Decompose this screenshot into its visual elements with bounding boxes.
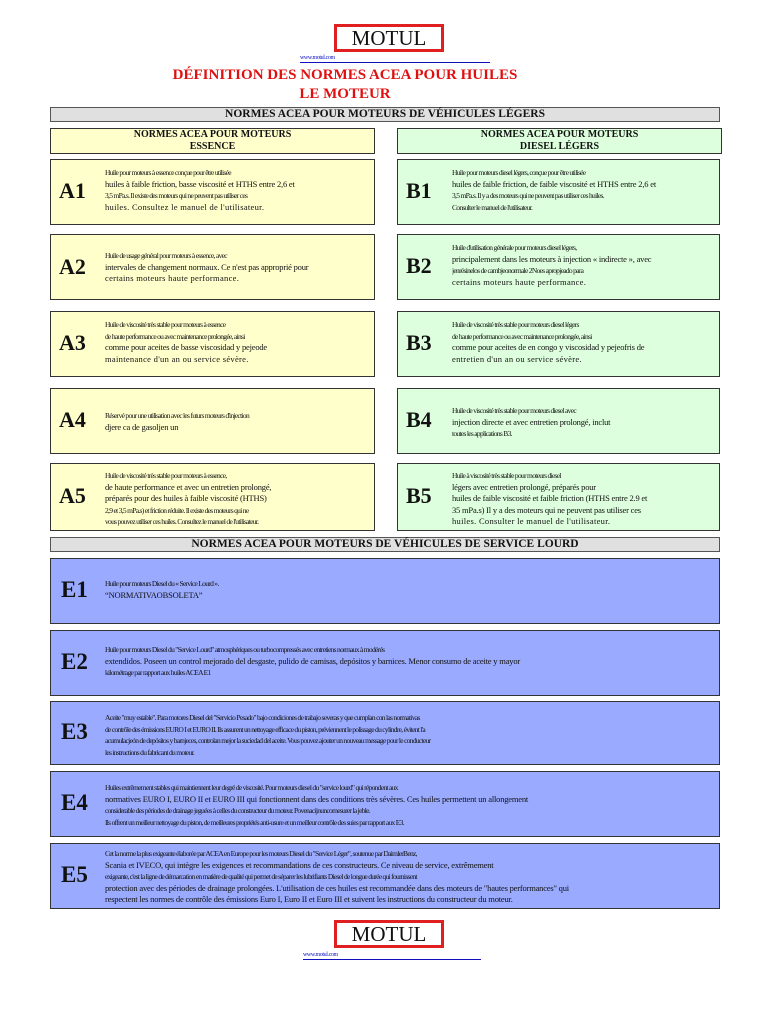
norm-description: Huile pour moteurs Diesel du "Service Lourd" atmosphériques ou turbocompressés avec entretiens normaux à modérés extendidos. Poseen un control mejorado del desgaste, pulido de camisas, depósitos y barnices. Menor consumo de aceite y mayor kilométrage par rapport aux huiles ACEA E1 <box>105 645 520 677</box>
norm-code: E3 <box>61 719 88 744</box>
norm-description: Huile à viscosité très stable pour moteurs diesel légers avec entretien prolongé, préparés pour huiles de faible viscosité et faible friction (HTHS entre 2.9 et 35 mPa.s) Il y a des moteurs qui ne peuvent pas utiliser ces huiles. Consulter le manuel de l'utilisateur. <box>452 471 648 526</box>
norm-card-b5 <box>397 463 720 531</box>
norm-code: B1 <box>406 178 432 203</box>
norm-code: A4 <box>59 407 86 432</box>
norm-description: Cet la norme la plus exigeante élaborée par ACEA en Europe pour les moteurs Diesel du "Service Léger", soutenue par DaimlerBenz, Scania et IVECO, qui intègre les exigences et recommandations de ces constructeurs. Ce niveau de service, extrêmement exigeante, c'est la ligne de démarcation en matière de qualité qui permet de séparer les lubrifiants Diesel de longue durée qui fournissent protection avec des périodes de drainage prolongées. L'utilisation de ces huiles est recommandée dans des moteurs de "hautes performances" qui respectent les normes de contrôle des émissions Euro I, Euro II et Euro III et suivent les instructions du constructeur du moteur. <box>105 849 569 904</box>
norm-card-b3 <box>397 311 720 377</box>
norm-code: E1 <box>61 577 88 602</box>
light-vehicles-band: NORMES ACEA POUR MOTEURS DE VÉHICULES LÉGERS <box>50 107 720 122</box>
website-link[interactable]: www.motul.com <box>300 55 490 63</box>
norm-description: Huiles extrêmement stables qui maintiennent leur degré de viscosité. Pour moteurs diesel du "service lourd" qui répondent aux normatives EURO I, EURO II et EURO III qui fonctionnent dans des conditions très sévères. Ces huiles permettent un allongement considerable des périodes de drainage jeguées à celles du constructeur du moteur. Povenacijnuncomesurer la jeble. Ils offrent un meilleur nettoyage du piston, de meilleures propriétés anti-usure et un meilleur contrôle des suies par rapport aux E3. <box>105 783 529 827</box>
heavy-duty-band: NORMES ACEA POUR MOTEURS DE VÉHICULES DE SERVICE LOURD <box>50 537 720 552</box>
norm-code: A2 <box>59 254 86 279</box>
norm-code: E4 <box>61 790 88 815</box>
norm-card-b1 <box>397 159 720 225</box>
norm-code: B4 <box>406 407 432 432</box>
norm-card-a4 <box>50 388 375 454</box>
norm-card-b4 <box>397 388 720 454</box>
norm-card-a1 <box>50 159 375 225</box>
norm-card-a5 <box>50 463 375 531</box>
norm-card-e4 <box>50 771 720 837</box>
norm-code: B2 <box>406 253 432 278</box>
norm-card-e1 <box>50 558 720 624</box>
norm-card-a3 <box>50 311 375 377</box>
norm-description: Aceite "muy estable". Para motores Diesel del "Servicio Pesado" bajo condiciones de trabajo severas y que cumplan con las normativas de contrôle des émissions EURO I et EURO II. Ils assurent un nettoyage efficace du piston, préviennent le polissage du cylindre, évitent l'a acumulacjeón de depósitos y barnjeces, controlan mejor la suciedad del aceite. Vous pouvez ajouter un nouveau message pour le conducteur les instructions du fabricant du moteur. <box>105 713 431 757</box>
norm-code: A1 <box>59 178 86 203</box>
norm-card-a2 <box>50 234 375 300</box>
norm-code: A3 <box>59 330 86 355</box>
norm-description: Huile pour moteurs diesel légers, conçue pour être utilisée huiles de faible friction, de faible viscosité et HTHS entre 2,6 et 3,5 mPa.s. Il y a des moteurs qui ne peuvent pas utiliser ces huiles. Consulter le manuel de l'utilisateur. <box>452 168 656 212</box>
norm-code: E2 <box>61 649 88 674</box>
norm-code: B5 <box>406 483 432 508</box>
page-title <box>80 66 610 104</box>
norm-description: Huile de viscosité très stable pour moteurs diesel légers de haute performance ou avec maintenance prolongée, ainsi comme pour aceites de en congo y viscosidad y pejeofris de entretien d'un an ou service sévère. <box>452 320 645 364</box>
norm-description: Huile de viscosité très stable pour moteurs à essence de haute performance ou avec maintenance prolongée, ainsi comme pour aceites de basse viscosidad y pejeode maintenance d'un an ou service sévère. <box>105 320 267 364</box>
website-link-footer[interactable]: www.motul.com <box>303 952 481 960</box>
norm-card-b2 <box>397 234 720 300</box>
diesel-column-header: NORMES ACEA POUR MOTEURS DIESEL LÉGERS <box>397 128 722 154</box>
norm-card-e2 <box>50 630 720 696</box>
norm-card-e3 <box>50 701 720 765</box>
title-line-2: LE MOTEUR <box>299 86 391 102</box>
norm-description: Huile de viscosité très stable pour moteurs diesel avec injection directe et avec entretien prolongé, inclut toutes les applications B3. <box>452 406 611 438</box>
norm-code: B3 <box>406 330 432 355</box>
norm-description: Huile de viscosité très stable pour moteurs à essence, de haute performance et avec un entretien prolongé, préparés pour des huiles à faible viscosité (HTHS) 2,9 et 3,5 mPa.s) et friction réduite. Il existe des moteurs qui ne vous pouvez utiliser ces huiles. Consultez le manuel de l'utilisateur. <box>105 471 272 526</box>
norm-code: E5 <box>61 862 88 887</box>
norm-card-e5 <box>50 843 720 909</box>
norm-description: Huile d'utilisation générale pour moteurs diesel légers, principalement dans les moteurs à injection « indirecte », avec jenrésinelos de cambjeonormale 2Noes apropjeado para certains moteurs haute performance. <box>452 243 652 287</box>
essence-column-header: NORMES ACEA POUR MOTEURS ESSENCE <box>50 128 375 154</box>
norm-description: Huile de usage général pour moteurs à essence, avec intervales de changement normaux. Ce n'est pas approprié pour certains moteurs haute performance. <box>105 251 309 283</box>
norm-description: Huile pour moteurs Diesel du « Service Lourd ». “NORMATIVAOBSOLETA” <box>105 579 219 600</box>
norm-code: A5 <box>59 483 86 508</box>
motul-logo-footer: MOTUL <box>334 920 444 948</box>
motul-logo: MOTUL <box>334 24 444 52</box>
norm-description: Huile pour moteurs à essence conçue pour être utilisée huiles à faible friction, basse viscosité et HTHS entre 2,6 et 3,5 mPa.s. Il existe des moteurs qui ne peuvent pas utiliser ces huiles. Consultez le manuel de l'utilisateur. <box>105 168 295 212</box>
title-line-1: DÉFINITION DES NORMES ACEA POUR HUILES <box>172 67 518 83</box>
norm-description: Réservé pour une utilisation avec les futurs moteurs d'injection djere ca de gasoljen un <box>105 411 250 432</box>
